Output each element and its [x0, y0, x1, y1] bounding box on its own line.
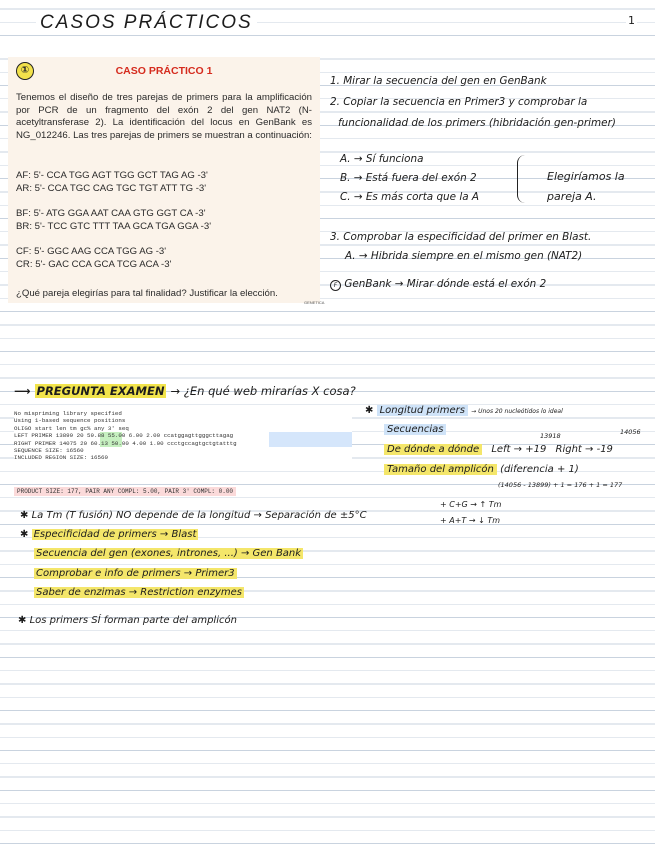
star-icon: ✱ [365, 405, 374, 416]
exam-question: → ¿En qué web mirarías X cosa? [170, 384, 356, 398]
circle-f-icon: F [330, 280, 341, 291]
star-icon: ✱ [20, 510, 29, 521]
case-intro: Tenemos el diseño de tres parejas de primers para la amplificación por PCR de un fragmento del exón 2 del gen NAT2 (N-acetyltransferase 2). La identificación del locus en GenBank es NG_012246. Las tres parejas de primers se muestran a continuación: [16, 92, 312, 141]
option-b: B. → Está fuera del exón 2 [340, 172, 477, 184]
enzymes-text: Saber de enzimas → Restriction enzymes [36, 587, 242, 598]
primer-af: AF: 5'- CCA TGG AGT TGG GCT TAG AG -3' [16, 170, 208, 181]
option-a: A. → Sí funciona [340, 153, 424, 165]
step-3: 3. Comprobar la especificidad del primer en Blast. [330, 231, 592, 243]
amplicon-text: Los primers SÍ forman parte del amplicón [29, 615, 237, 626]
page-number: 1 [628, 14, 635, 27]
case-number-badge: ① [16, 62, 34, 80]
donde-label: De dónde a dónde [384, 444, 482, 455]
output-header: OLIGO start len tm gc% any 3' seq [14, 424, 129, 432]
primer-ar: AR: 5'- CCA TGC CAG TGC TGT ATT TG -3' [16, 182, 207, 194]
output-line: INCLUDED REGION SIZE: 16560 [14, 454, 108, 462]
longitud-note: → Unos 20 nucleótidos lo ideal [471, 408, 563, 415]
output-right-primer: RIGHT PRIMER 14075 20 60.13 50.00 4.00 1.00 ccctgccagtgctgtatttg [14, 440, 352, 447]
step-2a: 2. Copiar la secuencia en Primer3 y comprobar la [330, 96, 588, 108]
case-stamp: GENETICA [304, 300, 325, 305]
left-offset: Left → +19 [491, 444, 547, 455]
primer-group-b [16, 208, 312, 233]
primer-cr: CR: 5'- GAC CCA GCA TCG ACA -3' [16, 258, 172, 270]
star-icon: ✱ [18, 615, 27, 626]
primer3-note [34, 568, 237, 579]
output-line: Using 1-based sequence positions [14, 417, 126, 425]
longitud-label: Longitud primers [377, 405, 468, 416]
right-offset: Right → -19 [555, 444, 613, 455]
arrow-icon: ⟶ [14, 384, 31, 398]
step-1: 1. Mirar la secuencia del gen en GenBank [330, 75, 547, 87]
case-title: CASO PRÁCTICO 1 [115, 65, 213, 77]
primer3-output [14, 410, 352, 462]
step-3a: A. → Hibrida siempre en el mismo gen (NAT2) [345, 250, 583, 262]
primer-bf: BF: 5'- ATG GGA AAT CAA GTG GGT CA -3' [16, 208, 206, 219]
choice-line-2: pareja A. [547, 190, 597, 203]
choice-line-1: Elegiríamos la [547, 170, 625, 183]
amplicon-calc: (14056 - 13899) + 1 = 176 + 1 = 177 [498, 481, 623, 489]
tamano-note: (diferencia + 1) [500, 464, 579, 475]
exam-title: PREGUNTA EXAMEN [36, 384, 165, 398]
tm-note [20, 510, 367, 521]
genbank-text: GenBank → Mirar dónde está el exón 2 [344, 278, 547, 290]
product-size: PRODUCT SIZE: 177, PAIR ANY COMPL: 5.00, PAIR 3' COMPL: 0.00 [14, 487, 236, 496]
amplicon-note [18, 615, 237, 626]
longitud-row [365, 405, 563, 416]
primer-group-c [16, 246, 312, 271]
genbank-source-text: Secuencia del gen (exones, intrones, ...) → Gen Bank [36, 548, 302, 559]
tm-text: La Tm (T fusión) NO depende de la longitud → Separación de ±5°C [31, 510, 367, 521]
at-note: + A+T → ↓ Tm [440, 516, 501, 525]
blast-note [20, 529, 198, 540]
right-position: 14056 [620, 428, 641, 436]
exam-title-row [14, 384, 356, 398]
secuencias-text: Secuencias [384, 424, 446, 435]
tamano-label: Tamaño del amplicón [384, 464, 497, 475]
donde-row [384, 444, 613, 455]
cg-note: + C+G → ↑ Tm [440, 500, 502, 509]
blast-text: Especificidad de primers → Blast [33, 529, 197, 540]
primer-group-a [16, 170, 312, 195]
option-c: C. → Es más corta que la A [340, 191, 479, 203]
case-box [8, 57, 325, 305]
output-left-primer: LEFT PRIMER 13899 20 59.88 55.00 6.00 2.00 ccatggagttgggcttagag [14, 432, 352, 439]
output-line: No mispriming library specified [14, 410, 122, 417]
brace [517, 155, 532, 203]
primer-br: BR: 5'- TCC GTC TTT TAA GCA TGA GGA -3' [16, 220, 212, 232]
case-question: ¿Qué pareja elegirías para tal finalidad? Justificar la elección. [16, 288, 278, 299]
primer3-text: Comprobar e info de primers → Primer3 [36, 568, 235, 579]
tamano-row [384, 464, 579, 475]
output-line: SEQUENCE SIZE: 16560 [14, 447, 84, 455]
secuencias-label [384, 424, 446, 435]
enzymes-note [34, 587, 244, 598]
left-position: 13918 [540, 432, 561, 440]
genbank-note [330, 278, 546, 291]
primer-cf: CF: 5'- GGC AAG CCA TGG AG -3' [16, 246, 167, 257]
page-title: CASOS PRÁCTICOS [36, 12, 257, 34]
genbank-source-note [34, 548, 303, 559]
star-icon: ✱ [20, 529, 29, 540]
step-2b: funcionalidad de los primers (hibridación gen-primer) [338, 117, 616, 129]
